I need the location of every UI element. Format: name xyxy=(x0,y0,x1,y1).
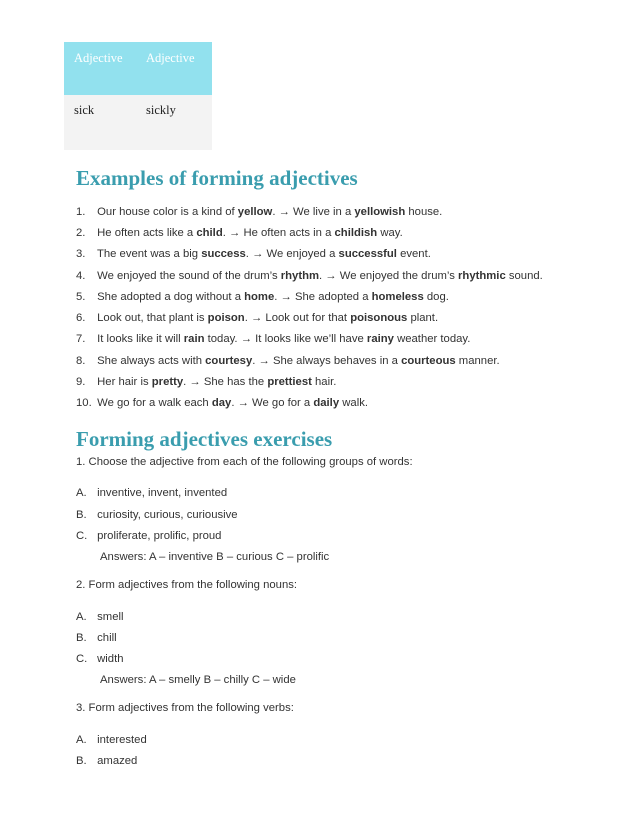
list-item: B. chill xyxy=(76,632,117,644)
list-item: 1. Our house color is a kind of yellow. → We live in a yellowish house. xyxy=(76,206,443,218)
list-item: C. width xyxy=(76,653,124,665)
list-item: 10. We go for a walk each day. → We go for a daily walk. xyxy=(76,397,368,409)
list-item: 2. He often acts like a child. → He often acts in a childish way. xyxy=(76,227,403,239)
adjective-table xyxy=(64,42,212,150)
table-header-cell: Adjective xyxy=(142,42,212,95)
list-item: 9. Her hair is pretty. → She has the prettiest hair. xyxy=(76,376,337,388)
list-item: A. inventive, invent, invented xyxy=(76,487,228,499)
list-item: 6. Look out, that plant is poison. → Look out for that poisonous plant. xyxy=(76,312,439,324)
list-item: 4. We enjoyed the sound of the drum’s rhythm. → We enjoyed the drum’s rhythmic sound. xyxy=(76,270,543,282)
answers-text: Answers: A – inventive B – curious C – prolific xyxy=(100,551,330,563)
table-header-row xyxy=(64,42,212,95)
exercise-prompt: 3. Form adjectives from the following verbs: xyxy=(76,702,294,714)
table-row xyxy=(64,95,212,150)
table-cell: sickly xyxy=(142,95,212,150)
examples-heading: Examples of forming adjectives xyxy=(76,166,358,190)
table-header-cell: Adjective xyxy=(64,42,142,95)
list-item: 7. It looks like it will rain today. → It looks like we’ll have rainy weather today. xyxy=(76,333,471,345)
table-cell: sick xyxy=(64,95,142,150)
list-item: C. proliferate, prolific, proud xyxy=(76,530,222,542)
exercises-heading: Forming adjectives exercises xyxy=(76,427,333,451)
exercise-prompt: 1. Choose the adjective from each of the following groups of words: xyxy=(76,456,413,468)
exercise-prompt: 2. Form adjectives from the following nouns: xyxy=(76,579,298,591)
list-item: B. curiosity, curious, curiousive xyxy=(76,509,238,521)
answers-text: Answers: A – smelly B – chilly C – wide xyxy=(100,674,296,686)
list-item: A. interested xyxy=(76,734,147,746)
list-item: A. smell xyxy=(76,611,124,623)
list-item: 3. The event was a big success. → We enjoyed a successful event. xyxy=(76,248,431,260)
list-item: B. amazed xyxy=(76,755,138,767)
list-item: 5. She adopted a dog without a home. → She adopted a homeless dog. xyxy=(76,291,449,303)
list-item: 8. She always acts with courtesy. → She always behaves in a courteous manner. xyxy=(76,355,500,367)
